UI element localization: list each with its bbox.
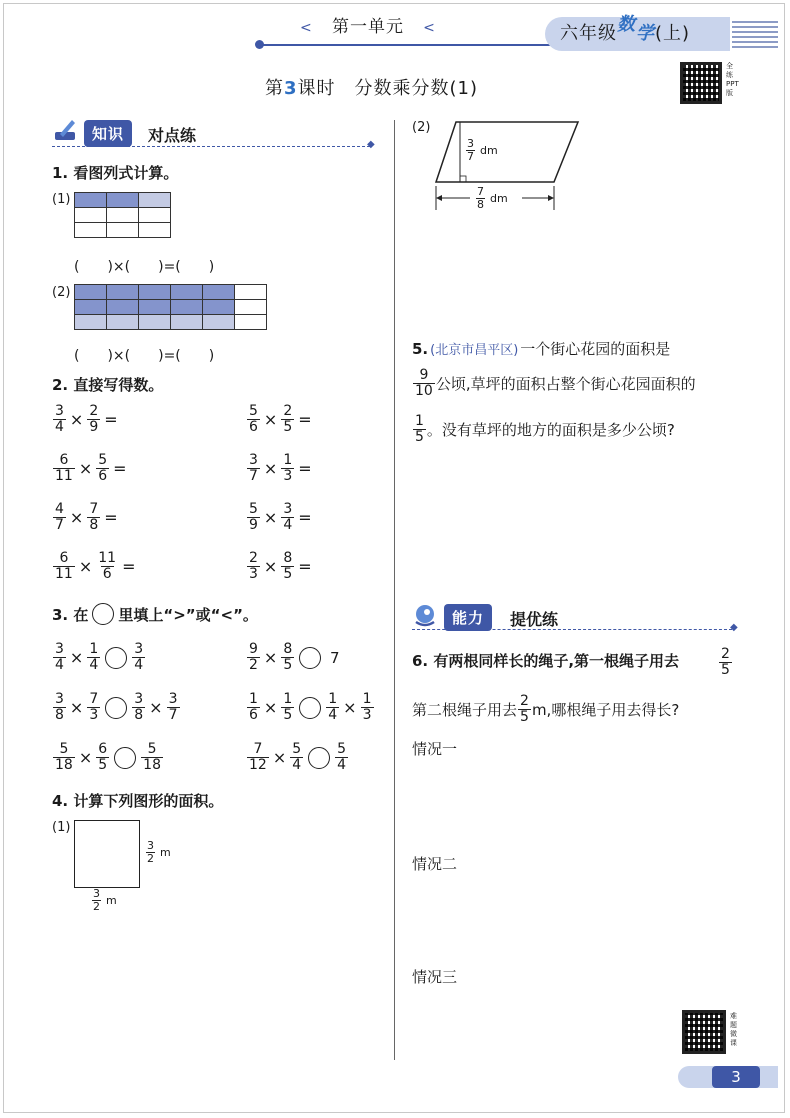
q2-item[interactable]: $\frac{5}{6}$ × $\frac{2}{5}$ = <box>249 403 312 435</box>
q2-item[interactable]: $\frac{3}{4}$ × $\frac{2}{9}$ = <box>55 403 118 435</box>
question-2-title: 2. 直接写得数。 <box>52 376 164 394</box>
pencil-icon <box>52 118 78 144</box>
case-1-label: 情况一 <box>412 740 458 758</box>
q2-item[interactable]: $\frac{2}{3}$ × $\frac{8}{5}$ = <box>249 550 312 582</box>
unit-title-text: 第一单元 <box>331 17 404 37</box>
question-4-title: 4. 计算下列图形的面积。 <box>52 792 224 810</box>
section-badge-ability: 能力 <box>444 604 492 631</box>
volume-label: (上) <box>655 23 691 44</box>
section-rule <box>412 629 732 630</box>
section-rule <box>52 146 370 147</box>
qr-label: 全练PPT版 <box>726 62 739 97</box>
q3-item-1[interactable]: $\frac{3}{4}$ × $\frac{1}{4}$ $\frac{3}{4}$ <box>55 641 144 673</box>
square-bottom-label: 3 2 m <box>93 887 117 913</box>
question-5-line1: 5. (北京市昌平区) 一个街心花园的面积是 <box>412 339 671 358</box>
question-6-line1: 6. 有两根同样长的绳子,第一根绳子用去 <box>412 652 680 670</box>
case-2-label: 情况二 <box>412 855 458 873</box>
section-badge-knowledge: 知识 <box>84 120 132 147</box>
section-title-ability: 提优练 <box>510 610 559 629</box>
qr-code-icon[interactable] <box>680 62 722 104</box>
q2-item[interactable]: $\frac{4}{7}$ × $\frac{7}{8}$ = <box>55 501 118 533</box>
lesson-title: 第3课时 分数乘分数(1) <box>265 78 479 99</box>
grade-tab <box>545 14 730 51</box>
question-1-title: 1. 看图列式计算。 <box>52 164 179 182</box>
page-number: 3 <box>712 1066 760 1088</box>
compare-circle[interactable] <box>299 647 321 669</box>
header-dot <box>255 40 264 49</box>
compare-circle[interactable] <box>299 697 321 719</box>
footer-qr-label: 难题微课 <box>730 1012 737 1047</box>
question-3-title: 3. 在 里填上“>”或“<”。 <box>52 603 258 625</box>
q3-item-5[interactable]: $\frac{5}{18}$ × $\frac{6}{5}$ $\frac{5}{18}$ <box>55 741 161 773</box>
subject-char-1: 数 <box>617 14 636 35</box>
parallelogram-base-label: 7 8 dm <box>477 185 508 211</box>
circle-icon <box>92 603 114 625</box>
chevron-left-icon: < <box>423 20 436 36</box>
parallelogram-height-label: 3 7 dm <box>467 137 498 163</box>
section-title-knowledge: 对点练 <box>148 126 197 145</box>
rocket-icon <box>412 602 438 628</box>
compare-circle[interactable] <box>308 747 330 769</box>
q1-part1-label: (1) <box>52 192 71 207</box>
subject-char-2: 学 <box>636 23 655 44</box>
unit-title <box>300 12 436 37</box>
header-rule <box>258 44 558 46</box>
column-divider <box>394 120 395 1060</box>
case-3-label: 情况三 <box>412 968 458 986</box>
question-6-line2: 第二根绳子用去 $\frac{2}{5}$ m,哪根绳子用去得长? <box>412 693 680 725</box>
q2-item[interactable]: $\frac{6}{11}$ × $\frac{5}{6}$ = <box>55 452 127 484</box>
q1-answer-blank-1[interactable]: ( )×( )=( ) <box>74 259 215 275</box>
header-stripes <box>732 21 778 51</box>
q3-item-3[interactable]: $\frac{3}{8}$ × $\frac{7}{3}$ $\frac{3}{8}$ × $\frac{3}{7}$ <box>55 691 178 723</box>
chevron-left-icon: < <box>300 20 313 36</box>
compare-circle[interactable] <box>114 747 136 769</box>
q1-grid-2 <box>74 284 267 330</box>
q3-item-4[interactable]: $\frac{1}{6}$ × $\frac{1}{5}$ $\frac{1}{4}$ × $\frac{1}{3}$ <box>249 691 372 723</box>
section-rule-end-icon: ◆ <box>730 622 738 633</box>
q1-grid-1 <box>74 192 171 238</box>
question-5-line2: $\frac{9}{10}$ 公顷,草坪的面积占整个街心花园面积的 <box>415 367 696 399</box>
square-side-label: 3 2 m <box>147 839 171 865</box>
square-figure <box>74 820 140 888</box>
parallelogram-figure <box>430 118 590 218</box>
q4-part1-label: (1) <box>52 820 71 835</box>
compare-circle[interactable] <box>105 697 127 719</box>
q2-item[interactable]: $\frac{5}{9}$ × $\frac{3}{4}$ = <box>249 501 312 533</box>
section-rule-end-icon: ◆ <box>367 139 375 150</box>
compare-circle[interactable] <box>105 647 127 669</box>
q2-item[interactable]: $\frac{3}{7}$ × $\frac{1}{3}$ = <box>249 452 312 484</box>
grade-label: 六年级 <box>560 23 617 44</box>
qr-code-icon[interactable] <box>682 1010 726 1054</box>
q6-fraction-1: $\frac{2}{5}$ <box>721 646 730 678</box>
q4-part2-label: (2) <box>412 120 431 135</box>
q1-answer-blank-2[interactable]: ( )×( )=( ) <box>74 348 215 364</box>
q1-part2-label: (2) <box>52 285 71 300</box>
q3-item-2[interactable]: $\frac{9}{2}$ × $\frac{8}{5}$ 7 <box>249 641 340 673</box>
question-5-line3: $\frac{1}{5}$ 。没有草坪的地方的面积是多少公顷? <box>415 413 675 445</box>
q3-item-6[interactable]: $\frac{7}{12}$ × $\frac{5}{4}$ $\frac{5}{4}$ <box>249 741 347 773</box>
question-source: (北京市昌平区) <box>430 343 519 358</box>
q2-item[interactable]: $\frac{6}{11}$ × $\frac{11}{6}$ = <box>55 550 136 582</box>
